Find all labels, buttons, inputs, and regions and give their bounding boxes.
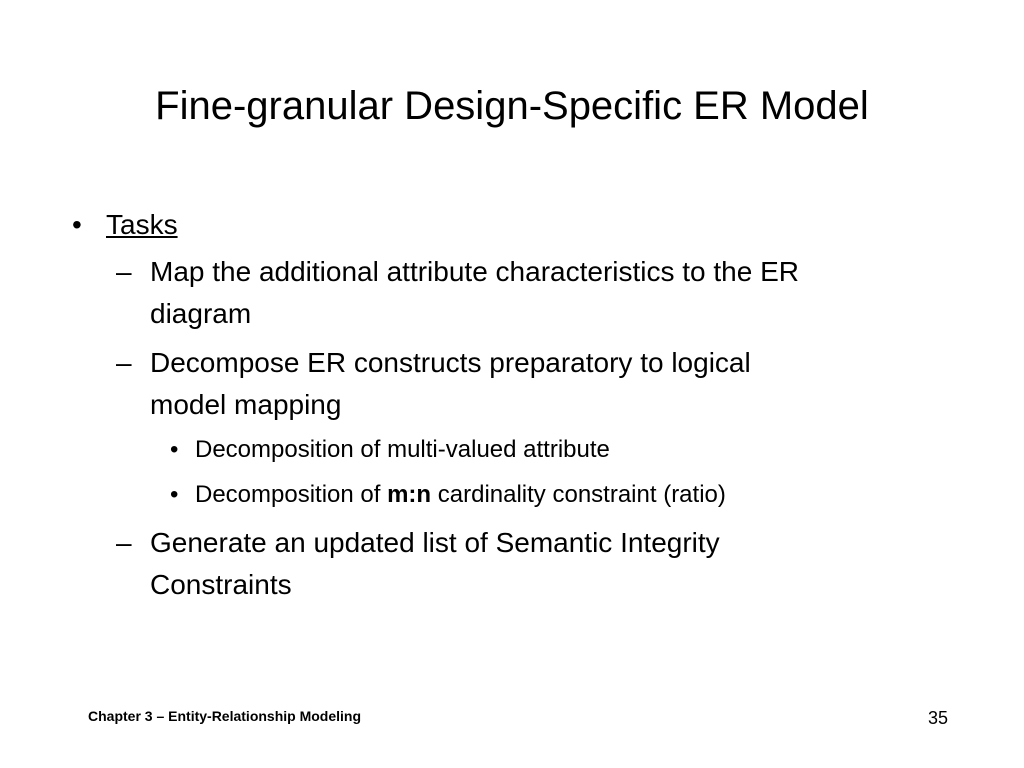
mn-ratio-emphasis: m:n: [387, 481, 432, 508]
dash-marker: –: [116, 347, 132, 378]
bullet-marker: •: [170, 436, 179, 463]
dash-marker: –: [116, 256, 132, 287]
slide-title: Fine-granular Design-Specific ER Model: [155, 84, 869, 128]
page-number: 35: [927, 708, 948, 728]
item-text: Constraints: [150, 569, 292, 600]
bullet-marker: •: [72, 209, 82, 240]
dash-marker: –: [116, 527, 132, 558]
bullet-marker: •: [170, 481, 179, 508]
item-text: model mapping: [150, 389, 342, 420]
item-text: [195, 478, 726, 512]
item-text: Decomposition of multi-valued attribute: [195, 436, 610, 463]
item-text: Decompose ER constructs preparatory to logical: [150, 347, 751, 378]
item-text: Map the additional attribute characteristics to the ER: [150, 256, 800, 287]
item-text-prefix: Decomposition of: [195, 481, 388, 508]
item-text-suffix: cardinality constraint (ratio): [431, 481, 726, 508]
item-text: diagram: [150, 298, 252, 329]
footer-chapter: Chapter 3 – Entity-Relationship Modeling: [88, 708, 362, 724]
item-text: Generate an updated list of Semantic Integrity: [150, 527, 720, 558]
tasks-heading: Tasks: [106, 209, 178, 240]
